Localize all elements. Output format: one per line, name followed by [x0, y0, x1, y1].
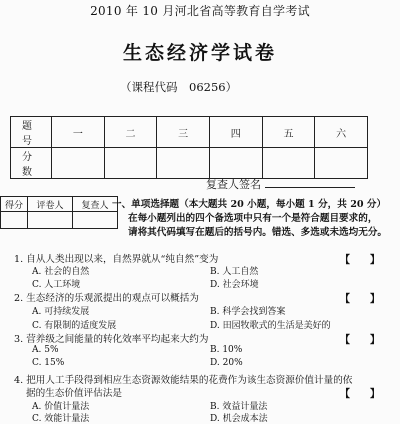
- score-table-column: 三: [157, 117, 210, 148]
- score-table-header-row: [11, 117, 368, 148]
- question-3-stem: 3. 营养级之间能量的转化效率平均起来大约为: [14, 334, 209, 345]
- paper-title: 生态经济学试卷: [122, 42, 277, 64]
- option-b: B. 科学会找到答案: [210, 307, 286, 317]
- question-4-stem: 4. 把用人工手段得到相应生态资源效能结果的花费作为该生态资源价值计量的依: [14, 375, 353, 386]
- option-b: B. 10%: [210, 345, 243, 355]
- section-heading: 一、单项选择题（本大题共 20 小题，每小题 1 分，共 20 分）: [112, 199, 387, 210]
- score-cell[interactable]: [315, 148, 368, 179]
- score-cell[interactable]: [262, 148, 315, 179]
- exam-header: 2010 年 10 月河北省高等教育自学考试: [90, 4, 310, 18]
- score-table-column: 六: [315, 117, 368, 148]
- score-table-score-row: [11, 148, 368, 179]
- option-c: C. 有限制的适度发展: [32, 321, 117, 331]
- option-d: D. 社会环境: [210, 280, 259, 290]
- section-instruction-line: 请将其代码填写在题后的括号内。错选、多选或未选均无分。: [128, 227, 388, 238]
- answer-bracket[interactable]: 【 】: [340, 294, 380, 305]
- question-1-stem: 1. 自从人类出现以来，自然界就从“纯自然”变为: [14, 254, 219, 265]
- answer-bracket[interactable]: 【 】: [340, 335, 380, 346]
- option-d: D. 田园牧歌式的生活是美好的: [210, 321, 331, 331]
- option-a: A. 可持续发展: [32, 307, 90, 317]
- option-c: C. 效能计量法: [32, 414, 90, 424]
- score-cell[interactable]: [157, 148, 210, 179]
- score-table-row-label: 分 数: [11, 148, 52, 179]
- section-instruction-line: 在每小题列出的四个备选项中只有一个是符合题目要求的，: [128, 213, 378, 224]
- score-cell[interactable]: [52, 148, 105, 179]
- grader-table-label: 评卷人: [28, 197, 73, 212]
- grader-cell[interactable]: [28, 212, 73, 229]
- question-2-stem: 2. 生态经济的乐观派提出的观点可以概括为: [14, 293, 199, 304]
- score-table-column: 四: [209, 117, 262, 148]
- reviewer-signature: [206, 176, 355, 192]
- option-c: C. 人工环境: [32, 280, 81, 290]
- option-a: A. 价值计量法: [32, 402, 90, 412]
- answer-bracket[interactable]: 【 】: [340, 389, 380, 400]
- reviewer-signature-label: 复查人签名: [206, 178, 261, 191]
- grader-table-label: 复查人: [73, 197, 118, 212]
- option-b: B. 人工自然: [210, 267, 259, 277]
- option-c: C. 15%: [32, 358, 65, 368]
- course-code: （课程代码 06256）: [120, 80, 238, 94]
- score-cell[interactable]: [104, 148, 157, 179]
- grader-cell[interactable]: [1, 212, 28, 229]
- score-table-column: 五: [262, 117, 315, 148]
- grader-table: [0, 196, 118, 229]
- option-d: D. 20%: [210, 358, 243, 368]
- score-table-row-label: 题 号: [11, 117, 52, 148]
- grader-table-label: 得分: [1, 197, 28, 212]
- score-table-column: 二: [104, 117, 157, 148]
- grader-table-header-row: [1, 197, 118, 212]
- option-b: B. 效益计量法: [210, 402, 268, 412]
- answer-bracket[interactable]: 【 】: [340, 255, 380, 266]
- section-instructions: [112, 198, 387, 240]
- option-a: A. 5%: [32, 345, 59, 355]
- question-4-stem-cont: 据的生态价值评估法是: [26, 388, 122, 399]
- score-cell[interactable]: [209, 148, 262, 179]
- grader-cell[interactable]: [73, 212, 118, 229]
- grader-table-entry-row: [1, 212, 118, 229]
- signature-line[interactable]: [265, 177, 355, 188]
- score-table-column: 一: [52, 117, 105, 148]
- score-table: [10, 116, 368, 179]
- option-d: D. 机会成本法: [210, 414, 268, 424]
- option-a: A. 社会的自然: [32, 267, 90, 277]
